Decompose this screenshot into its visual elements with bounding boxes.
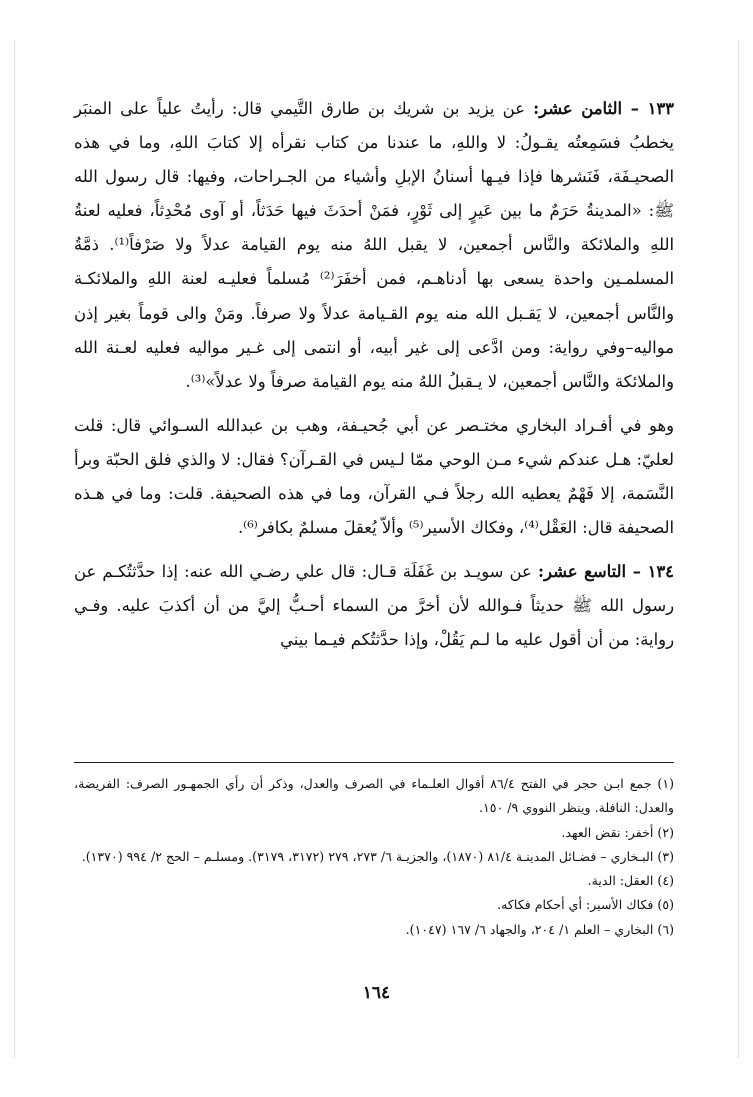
hadith-133-addendum [74, 409, 674, 545]
hadith-133-number: ١٣٣ – الثامن عشر: [533, 99, 674, 118]
footnote-4: (٤) العقل: الدية. [587, 873, 674, 889]
hadith-134-number: ١٣٤ – التاسع عشر: [537, 562, 674, 582]
hadith-134-text: عن سويـد بن غَفَلَة قـال: قال علي رضـي الله عنه: إذا حدَّثتُكـم عن رسول الله ﷺ حديثاً فـوالله لأن أخرَّ من السماء أحـبُّ إليَّ من أن أكذبَ عليه. وفـي رواية: من أن أقول عليه ما لـم يَقُلْ، وإذا حدَّثتُكم فيـما بيني [74, 562, 674, 650]
footnote-6: (٦) البخاري – العلم ١/ ٢٠٤، والجهاد ٦/ ١٦٧ (١٠٤٧). [405, 921, 674, 937]
footnotes [74, 772, 674, 942]
footnote-5: (٥) فكاك الأسير: أي أحكام فكاكه. [497, 897, 674, 913]
hadith-133-addendum-text: وهو في أفـراد البخاري مختـصر عن أبي جُحيـفة، وهب بن عبدالله السـوائي قال: قلت لعليّ: هـل عندكم شيء مـن الوحي ممّا لـيس في القـرآن؟ فقال: لا والذي فلق الحبّة وبرأ النَّسَمة، إلا فَهْمٌ يعطيه الله رجلاً فـي القرآن، وما في هذه الصحيفة. قلت: وما في هـذه الصحيفة قال: العَقْل⁽⁴⁾، وفكاك الأسير⁽⁵⁾ وألاّ يُعقلَ مسلمٌ بكافر⁽⁶⁾. [74, 415, 674, 538]
hadith-133-text: عن يزيد بن شريك بن طارق التَّيمي قال: رأيتُ علياً على المنبَر يخطبُ فسَمِعتُه يقـولُ: لا واللهِ، ما عندنا من كتاب نقرأه إلا كتابَ اللهِ، وما في هذه الصحيـفَة، فَنَشرها فإذا فيـها أسنانُ الإبلِ وأشياء من الجـراحات، وفيها: قال رسول الله ﷺ: «المدينةُ حَرَمٌ ما بين عَيرٍ إلى ثَوْرٍ، فمَنْ أحدَثَ فيها حَدَثاً، أو آوى مُحْدِثاً، فعليه لعنةُ اللهِ والملائكة والنَّاس أجمعين، لا يقبل اللهُ منه يوم القيامة عدلاً ولا صَرْفاً⁽¹⁾. ذمَّةُ المسلمـين واحدة يسعى بها أدناهـم، فمن أخفَرَ⁽²⁾ مُسلماً فعليـه لعنة اللهِ والملائكـة والنَّاس أجمعين، لا يَقـبل الله منه يوم القـيامة عدلاً ولا صرفاً. ومَنْ والى قوماً بغير إذن مواليه–وفي رواية: ومن ادَّعى إلى غير أبيه، أو انتمى إلى غـير مواليه فعليه لعـنة الله والملائكة والنَّاس أجمعين، لا يـقبلُ اللهُ منه يوم القيامة صرفاً ولا عدلاً»⁽³⁾. [74, 99, 675, 391]
main-text [74, 92, 674, 658]
footnote-3: (٣) البـخاري – فضـائل المدينـة ٨١/٤ (١٨٧٠)، والجزيـة ٦/ ٢٧٣، ٢٧٩ (٣١٧٢، ٣١٧٩). ومسلـم – الحج ٢/ ٩٩٤ (١٣٧٠). [81, 848, 674, 864]
page-edge-right [738, 40, 739, 1057]
footnote-2: (٢) أخفر: نقض العهد. [561, 824, 674, 840]
hadith-133 [74, 92, 674, 399]
page-number: ١٦٤ [362, 983, 391, 1003]
footnote-1: (١) جمع ابـن حجر في الفتح ٨٦/٤ أقوال العلـماء في الصرف والعدل، وذكر أن رأي الجمهـور الصرف: الفريضة، والعدل: النافلة. وينظر النووي ٩/ ١٥٠. [74, 776, 675, 816]
footnote-divider [74, 762, 674, 763]
hadith-134 [74, 555, 674, 657]
page-edge-left [14, 40, 15, 1057]
